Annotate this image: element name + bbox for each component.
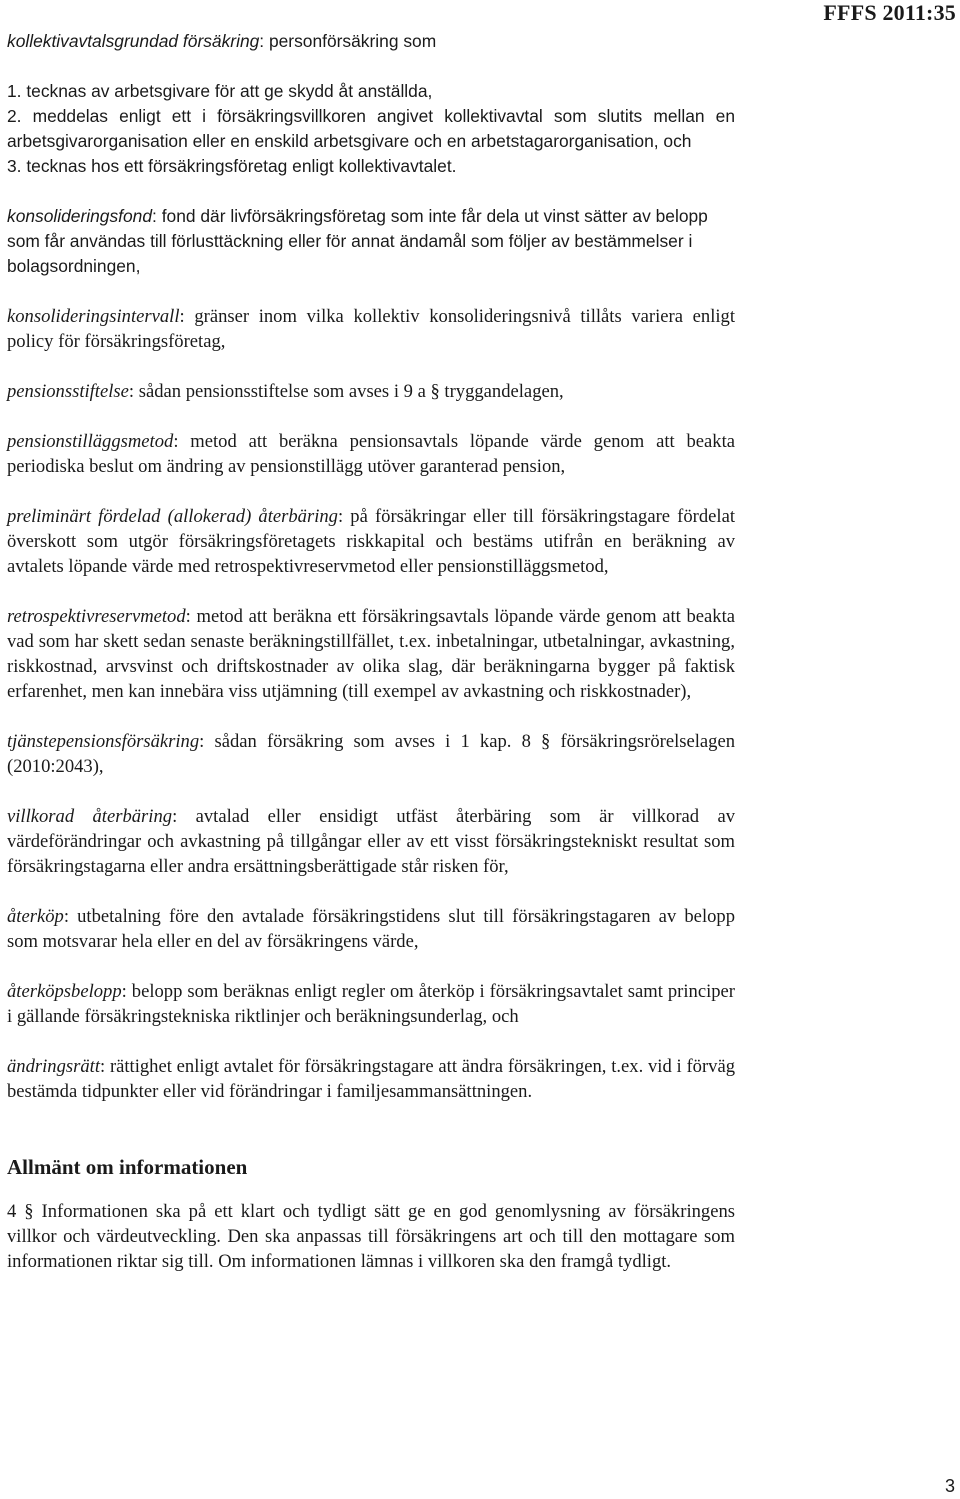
definition-preliminart-fordelad-aterbaring — [7, 504, 735, 579]
list-item: 1. tecknas av arbetsgivare för att ge skydd åt anställda, — [7, 81, 433, 101]
definition-aterkop — [7, 904, 735, 954]
definition-text: : belopp som beräknas enligt regler om återköp i försäkringsavtalet samt principer i gällande försäkringstekniska riktlinjer och beräkningsunderlag, och — [7, 981, 735, 1027]
definition-pensionstillaggsmetod — [7, 429, 735, 479]
section-heading: Allmänt om informationen — [7, 1155, 248, 1179]
document-body — [7, 29, 735, 1299]
section-paragraph — [7, 1199, 735, 1274]
definition-text: : sådan försäkring som avses i 1 kap. 8 § försäkringsrörelselagen (2010:2043), — [7, 731, 735, 777]
definition-text: : avtalad eller ensidigt utfäst återbäring som är villkorad av värdeförändringar och avkastning på tillgångar eller av ett visst försäkringstekniskt resultat som försäkringstagarna eller andra ersättningsberättigade står risken för, — [7, 806, 736, 877]
definition-pensionsstiftelse — [7, 379, 735, 404]
definition-text: : på försäkringar eller till försäkringstagare fördelat överskott som utgör försäkringsföretagets riskkapital och bestäms utifrån en beräkning av avtalets löpande värde med retrospektivreservmetod eller pensionstilläggsmetod, — [7, 506, 736, 577]
definition-term: ändringsrätt — [7, 1056, 100, 1077]
definition-andringsratt — [7, 1054, 735, 1104]
definition-tjanstepensionsforsakring — [7, 729, 735, 779]
definition-term: kollektivavtalsgrundad försäkring — [7, 31, 260, 51]
paragraph-text: Informationen ska på ett klart och tydligt sätt ge en god genomlysning av försäkringens villkor och värdeutveckling. Den ska anpassas till försäkringens art och till den mottagare som informationen riktar sig till. Om informationen lämnas i villkoren ska den framgå tydligt. — [7, 1201, 735, 1272]
intro-definition — [7, 29, 735, 54]
definition-term: retrospektivreservmetod — [7, 606, 186, 627]
definition-term: pensionstilläggsmetod — [7, 431, 174, 452]
definition-konsolideringsintervall — [7, 304, 735, 354]
definition-term: återköp — [7, 906, 64, 927]
definition-term: konsolideringsfond — [7, 206, 153, 226]
paragraph-number: 4 § — [7, 1201, 34, 1222]
list-item: 2. meddelas enligt ett i försäkringsvillkoren angivet kollektivavtal som slutits mellan en arbetsgivarorganisation eller en enskild arbetsgivare och en arbetstagarorganisation, och — [7, 106, 735, 151]
page-number: 3 — [944, 1476, 955, 1496]
definition-villkorad-aterbaring — [7, 804, 735, 879]
document-code: FFFS 2011:35 — [823, 0, 956, 25]
definition-text: : sådan pensionsstiftelse som avses i 9 a § tryggandelagen, — [128, 381, 564, 402]
definition-term: preliminärt fördelad (allokerad) återbäring — [7, 506, 338, 527]
definition-text: : metod att beräkna pensionsavtals löpande värde genom att beakta periodiska beslut om ändring av pensionstillägg utöver garanterad pension, — [7, 431, 735, 477]
definition-text: : personförsäkring som — [259, 31, 437, 51]
definition-text: : metod att beräkna ett försäkringsavtals löpande värde genom att beakta vad som har skett sedan senaste beräkningstillfället, t.ex. inbetalningar, utbetalningar, avkastning, riskkostnad, arvsvinst och driftskostnader av olika slag, där beräkningarna bygger på faktisk erfarenhet, men kan innebära viss utjämning (till exempel av avkastning och riskkostnader), — [7, 606, 735, 702]
definition-text: : gränser inom vilka kollektiv konsolideringsnivå tillåts variera enligt policy för försäkringsföretag, — [7, 306, 735, 352]
list-item: 3. tecknas hos ett försäkringsföretag enligt kollektivavtalet. — [7, 156, 457, 176]
definition-text: : utbetalning före den avtalade försäkringstidens slut till försäkringstagaren av belopp som motsvarar hela eller en del av försäkringens värde, — [7, 906, 735, 952]
definition-term: tjänstepensionsförsäkring — [7, 731, 200, 752]
definition-term: villkorad återbäring — [7, 806, 173, 827]
definition-term: återköpsbelopp — [7, 981, 122, 1002]
definition-term: pensionsstiftelse — [7, 381, 129, 402]
definition-term: konsolideringsintervall — [7, 306, 180, 327]
definition-konsolideringsfond — [7, 204, 735, 279]
definition-text: : rättighet enligt avtalet för försäkringstagare att ändra försäkringen, t.ex. vid i förväg bestämda tidpunkter eller vid förändringar i familjesammansättningen. — [7, 1056, 735, 1102]
definition-text: : fond där livförsäkringsföretag som inte får dela ut vinst sätter av belopp som får användas till förlusttäckning eller för annat ändamål som följer av bestämmelser i bolagsordningen, — [7, 206, 708, 276]
intro-block — [7, 29, 735, 179]
definition-aterkopsbelopp — [7, 979, 735, 1029]
definition-retrospektivreservmetod — [7, 604, 735, 704]
